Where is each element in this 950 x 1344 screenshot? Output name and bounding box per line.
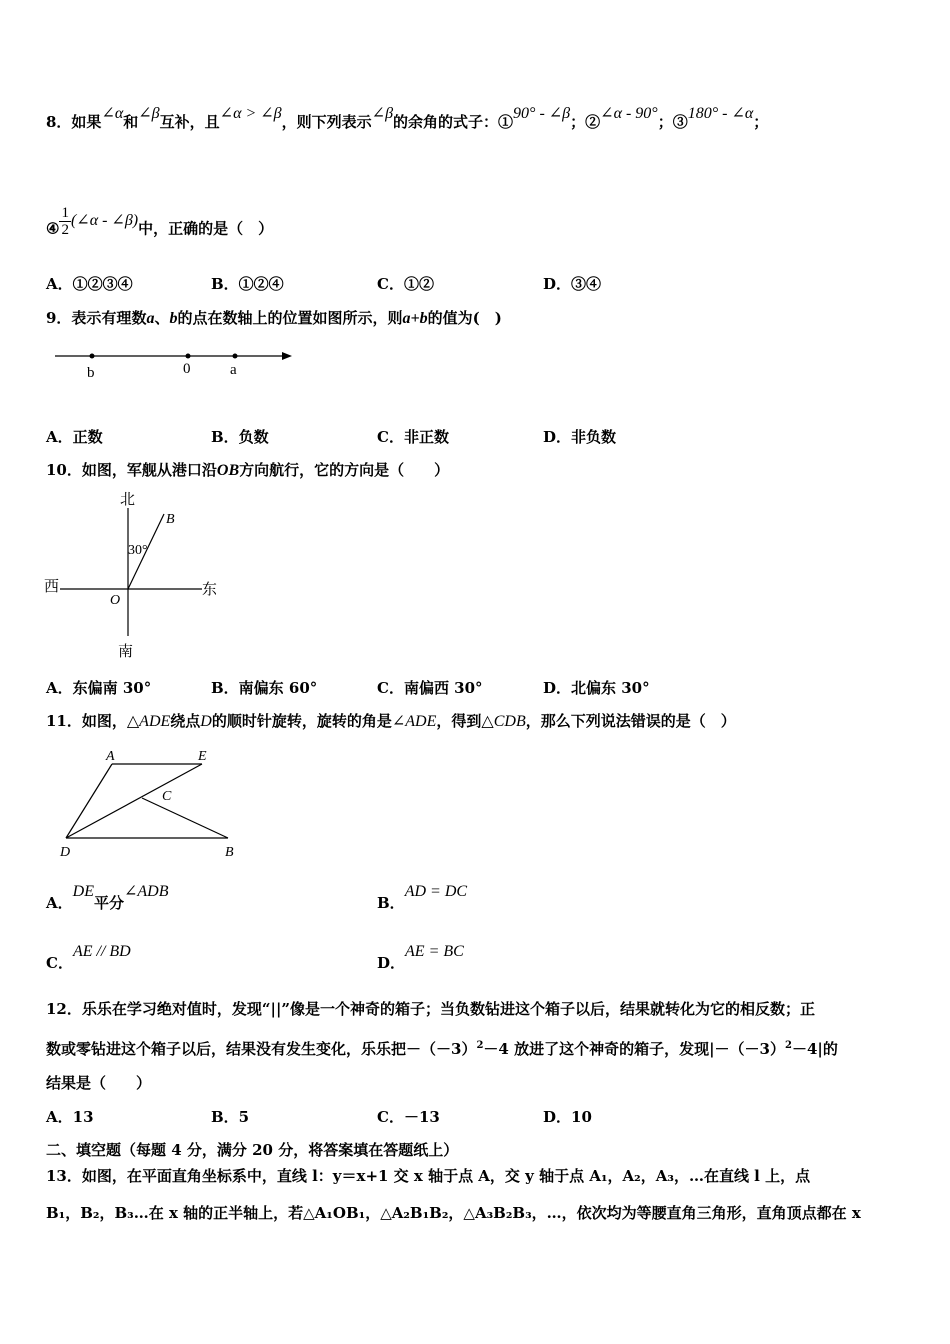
arrow-right-icon <box>282 352 292 360</box>
q13-line1: 13．如图，在平面直角坐标系中，直线 l：y＝x+1 交 x 轴于点 A，交 y 轴于点 A₁，A₂，A₃，…在直线 l 上，点 <box>46 1167 811 1185</box>
q11-option-a-math-de: DE <box>72 883 94 900</box>
q11-math-triangle-cdb: △CDB <box>481 713 526 730</box>
q8-text: 的余角的式子：① <box>393 113 514 131</box>
q9-var-a: a <box>146 310 155 327</box>
q8-math-angle-beta: ∠β <box>371 105 394 122</box>
q9-label-zero: 0 <box>183 361 191 377</box>
q8-option-c[interactable]: C．①② <box>377 275 434 293</box>
q8-expr-3: 180° - ∠α <box>687 105 754 122</box>
q10-label-south: 南 <box>118 644 134 660</box>
q11-math-triangle-ade: △ADE <box>126 713 171 730</box>
q11-option-a-text: 平分 <box>93 894 124 912</box>
q12-line1: 12．乐乐在学习绝对值时，发现“||”像是一个神奇的箱子；当负数钻进这个箱子以后，结果就转化为它的相反数；正 <box>46 1000 816 1018</box>
q10-text: 方向航行，它的方向是（ ） <box>239 461 450 479</box>
q10-option-c[interactable]: C．南偏西 30° <box>377 679 483 697</box>
q8-math-condition: ∠α > ∠β <box>219 105 282 122</box>
q8-expr-2: ∠α - 90° <box>600 105 658 122</box>
q11-label-a: A <box>106 749 115 764</box>
q11-option-a-math-angle: ∠ADB <box>123 883 169 900</box>
q11-label-b: B <box>225 845 234 860</box>
q10-label-angle: 30° <box>128 543 148 558</box>
q9-point-zero <box>186 354 191 359</box>
q8-fraction-denominator: 2 <box>61 222 69 238</box>
q10-math-ob: OB <box>216 462 240 479</box>
q9-label-a: a <box>230 362 237 378</box>
q12-line3: 结果是（ ） <box>46 1074 152 1092</box>
q8-option-d[interactable]: D．③④ <box>543 275 602 293</box>
q10-option-a[interactable]: A．东偏南 30° <box>46 679 152 697</box>
q9-stem <box>46 308 502 329</box>
q8-text: 8．如果 <box>46 113 102 131</box>
q11-option-c-label: C． <box>46 954 73 972</box>
q10-compass-figure <box>40 486 240 664</box>
q8-text: 互补，且 <box>159 113 220 131</box>
q9-option-c[interactable]: C．非正数 <box>377 428 449 446</box>
q11-math-angle-ade: ∠ADE <box>391 713 437 730</box>
q12-text: 数或零钻进这个箱子以后，结果没有发生变化，乐乐把－（－3） <box>46 1040 477 1058</box>
q11-segment-ed <box>66 764 202 838</box>
q10-option-d[interactable]: D．北偏东 30° <box>543 679 650 697</box>
q8-text: 中，正确的是（ ） <box>138 219 274 238</box>
q10-label-east: 东 <box>202 582 218 598</box>
q8-fraction <box>59 205 71 238</box>
q8-expr-1: 90° - ∠β <box>513 105 571 122</box>
q9-option-a[interactable]: A．正数 <box>46 428 103 446</box>
q12-line2 <box>46 1036 838 1059</box>
q11-label-d: D <box>60 845 71 860</box>
q12-exponent: 2 <box>476 1040 484 1051</box>
q10-label-west: 西 <box>44 579 60 595</box>
q8-expr-4: (∠α - ∠β) <box>70 211 139 229</box>
q11-segment-cb <box>142 798 228 838</box>
q10-label-north: 北 <box>120 492 136 508</box>
q12-option-b[interactable]: B．5 <box>211 1108 250 1126</box>
q11-stem <box>46 711 736 732</box>
q11-text: 11．如图， <box>46 712 127 730</box>
q9-text: 的值为( ) <box>427 309 502 327</box>
q11-option-d-math: AE = BC <box>405 943 464 960</box>
q10-text: 10．如图，军舰从港口沿 <box>46 461 217 479</box>
q8-option-b[interactable]: B．①②④ <box>211 275 284 293</box>
q11-option-b-label: B． <box>377 894 405 912</box>
q9-var-sum: a+b <box>402 310 428 327</box>
q12-option-c[interactable]: C．－13 <box>377 1108 440 1126</box>
q11-text: 的顺时针旋转，旋转的角是 <box>211 712 392 730</box>
q8-math-angle-alpha: ∠α <box>101 105 124 122</box>
q11-math-point-d: D <box>200 713 212 730</box>
q12-text: －4 放进了这个神奇的箱子，发现|－（－3） <box>483 1040 785 1058</box>
q11-text: 绕点 <box>170 712 201 730</box>
q9-option-b[interactable]: B．负数 <box>211 428 269 446</box>
q12-option-a[interactable]: A．13 <box>46 1108 94 1126</box>
q11-text: ，得到 <box>436 712 482 730</box>
q9-var-b: b <box>169 310 178 327</box>
q9-number-line <box>50 343 300 383</box>
q11-option-a[interactable] <box>46 880 169 912</box>
q8-text: ；③ <box>657 113 688 131</box>
q8-line2 <box>46 205 274 246</box>
q11-option-c[interactable] <box>46 940 131 972</box>
q9-option-d[interactable]: D．非负数 <box>543 428 617 446</box>
q11-option-b-math: AD = DC <box>404 883 468 900</box>
q9-point-b <box>90 354 95 359</box>
q10-label-o: O <box>110 593 121 608</box>
q8-text: ，则下列表示 <box>281 113 372 131</box>
q9-text: 、 <box>154 309 170 327</box>
section-heading-fill-in: 二、填空题（每题 4 分，满分 20 分，将答案填在答题纸上） <box>46 1141 459 1159</box>
q9-text: 的点在数轴上的位置如图所示，则 <box>177 309 403 327</box>
q11-label-c: C <box>162 789 172 804</box>
q8-math-angle-beta: ∠β <box>138 105 160 122</box>
q8-marker-4: ④ <box>46 219 60 238</box>
q9-label-b: b <box>87 365 95 381</box>
q8-text: 和 <box>123 113 139 131</box>
q13-line2: B₁，B₂，B₃…在 x 轴的正半轴上，若△A₁OB₁，△A₂B₁B₂，△A₃B₂B₃，…，依次均为等腰直角三角形，直角顶点都在 x <box>46 1204 861 1222</box>
q8-line1 <box>46 105 769 133</box>
q11-option-c-math: AE // BD <box>72 943 131 960</box>
q10-label-b: B <box>166 512 175 527</box>
q11-option-d[interactable] <box>377 940 464 972</box>
q11-text: ，那么下列说法错误的是（ ） <box>525 712 736 730</box>
q12-text: －4|的 <box>791 1040 838 1058</box>
q9-point-a <box>233 354 238 359</box>
q8-fraction-numerator: 1 <box>61 205 69 221</box>
q11-option-a-label: A． <box>46 894 73 912</box>
q11-option-d-label: D． <box>377 954 406 972</box>
q11-segment-da <box>66 764 112 838</box>
q9-text: 9．表示有理数 <box>46 309 147 327</box>
q8-text: ；② <box>570 113 601 131</box>
q8-option-a[interactable]: A．①②③④ <box>46 275 133 293</box>
q11-figure <box>52 742 252 864</box>
q10-stem <box>46 460 449 481</box>
q10-option-b[interactable]: B．南偏东 60° <box>211 679 318 697</box>
q8-text: ； <box>753 113 769 131</box>
q12-exponent: 2 <box>784 1040 792 1051</box>
q12-option-d[interactable]: D．10 <box>543 1108 592 1126</box>
q11-option-b[interactable] <box>377 880 468 912</box>
q11-label-e: E <box>198 749 207 764</box>
